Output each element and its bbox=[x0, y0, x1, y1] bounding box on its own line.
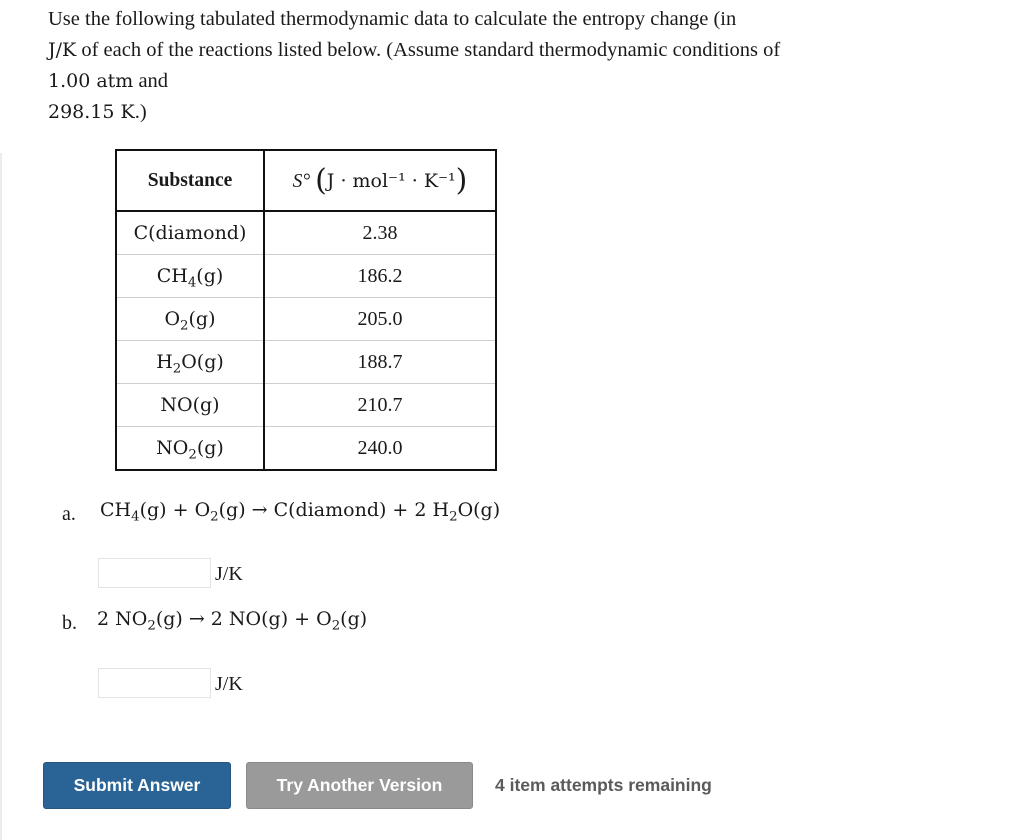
substance-cell: $H_2O(g)$ bbox=[116, 341, 264, 384]
temperature-value: 298.15 K bbox=[48, 101, 135, 123]
attempts-remaining: 4 item attempts remaining bbox=[495, 775, 712, 795]
submit-answer-button[interactable]: Submit Answer bbox=[43, 762, 231, 809]
question-line-2: J/K of each of the reactions listed below. (Assume standard thermodynamic conditions of bbox=[48, 39, 781, 61]
reaction-b-equation: 2 $NO_2(g) \to 2$ $NO(g) + O_2(g)$ bbox=[97, 608, 368, 634]
table-row bbox=[116, 255, 496, 298]
entropy-value-cell: 210.7 bbox=[264, 384, 496, 427]
answer-a-unit: J/K bbox=[215, 563, 243, 585]
entropy-value-cell: 2.38 bbox=[264, 211, 496, 255]
reaction-a-equation: $CH_4(g) + O_2(g)$ → C(diamond) + 2 $H_2O(g)$ bbox=[100, 499, 501, 525]
pressure-value: 1.00 atm bbox=[48, 70, 134, 92]
table-row bbox=[116, 341, 496, 384]
table-row bbox=[116, 298, 496, 341]
part-a-label: a. bbox=[62, 503, 76, 525]
header-entropy: S° (J · mol⁻¹ · K⁻¹) bbox=[264, 150, 496, 211]
entropy-value-cell: 240.0 bbox=[264, 427, 496, 471]
substance-cell: NO(g) bbox=[116, 384, 264, 427]
entropy-value-cell: 188.7 bbox=[264, 341, 496, 384]
substance-cell: C(diamond) bbox=[116, 211, 264, 255]
substance-cell: $NO_2(g)$ bbox=[116, 427, 264, 471]
unit-jk: J/K bbox=[48, 39, 77, 61]
try-another-version-button[interactable]: Try Another Version bbox=[246, 762, 473, 809]
question-prompt bbox=[48, 4, 948, 128]
entropy-data-table bbox=[115, 149, 497, 471]
substance-cell: $O_2(g)$ bbox=[116, 298, 264, 341]
table-row bbox=[116, 384, 496, 427]
question-line-3: 1.00 atm and bbox=[48, 70, 169, 92]
answer-b-unit: J/K bbox=[215, 673, 243, 695]
answer-b-input[interactable] bbox=[98, 668, 211, 698]
table-row bbox=[116, 211, 496, 255]
question-line-1: Use the following tabulated thermodynamic data to calculate the entropy change (in bbox=[48, 8, 737, 30]
question-line-4: 298.15 K.) bbox=[48, 101, 147, 123]
entropy-value-cell: 205.0 bbox=[264, 298, 496, 341]
header-substance: Substance bbox=[116, 150, 264, 211]
part-b-label: b. bbox=[62, 612, 77, 634]
answer-a-input[interactable] bbox=[98, 558, 211, 588]
entropy-value-cell: 186.2 bbox=[264, 255, 496, 298]
substance-cell: $CH_4(g)$ bbox=[116, 255, 264, 298]
table-row bbox=[116, 427, 496, 471]
left-border bbox=[0, 153, 2, 840]
